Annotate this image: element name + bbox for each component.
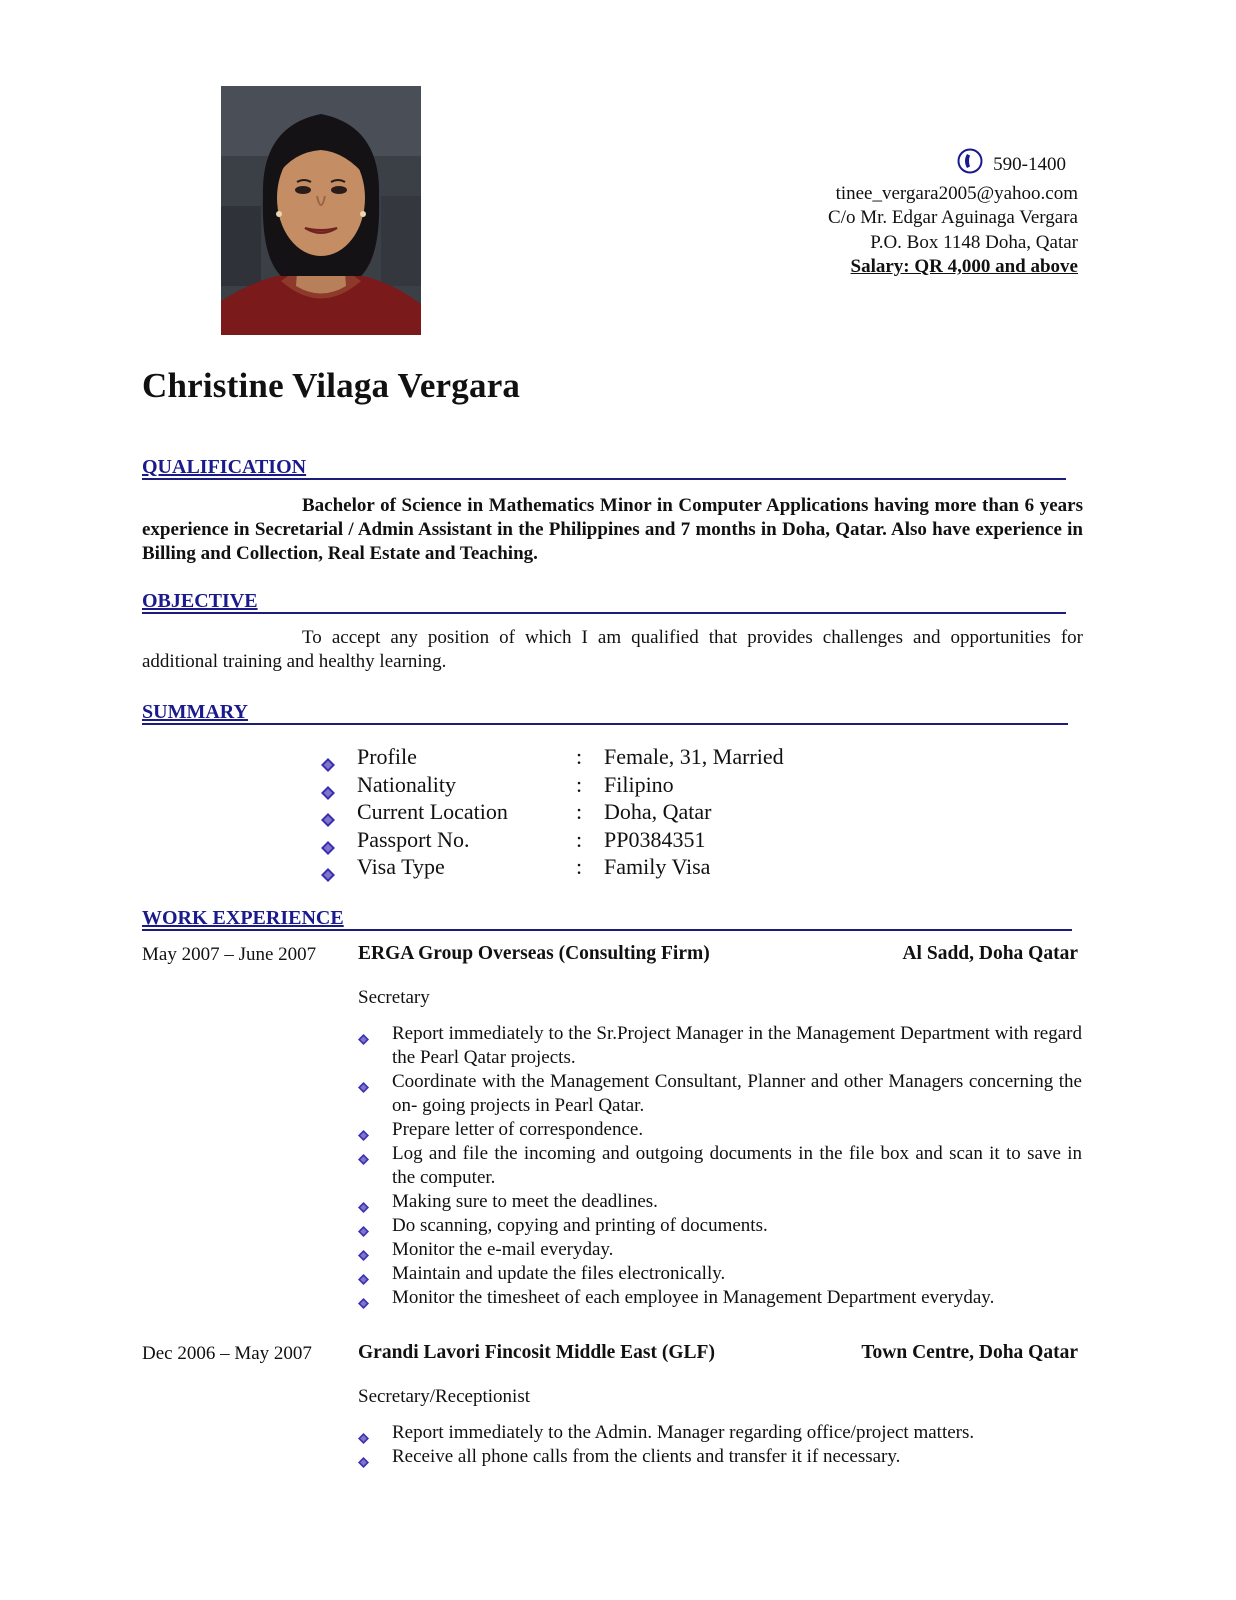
candidate-name: Christine Vilaga Vergara (142, 366, 521, 405)
objective-text: To accept any position of which I am qualified that provides challenges and opportunities for additional training and healthy learning. (142, 627, 1083, 672)
summary-label: Nationality (357, 771, 456, 797)
duty-item (358, 1286, 1082, 1310)
duty-item (358, 1445, 1082, 1469)
duty-text: Coordinate with the Management Consultant, Planner and other Managers concerning the on- going projects in Pearl Qatar. (392, 1071, 1082, 1116)
email-address: tinee_vergara2005@yahoo.com (835, 182, 1078, 204)
duty-text: Monitor the e-mail everyday. (392, 1239, 614, 1260)
summary-label: Visa Type (357, 854, 445, 879)
diamond-bullet-icon (321, 751, 335, 779)
duty-text: Log and file the incoming and outgoing documents in the file box and scan it to save in the computer. (392, 1143, 1082, 1188)
job-title: Secretary/Receptionist (358, 1386, 530, 1407)
duty-text: Making sure to meet the deadlines. (392, 1191, 658, 1212)
job-duties-list (358, 1022, 1082, 1310)
job-location: Town Centre, Doha Qatar (861, 1342, 1078, 1363)
job-location: Al Sadd, Doha Qatar (902, 943, 1078, 964)
summary-value: Family Visa (604, 854, 711, 879)
summary-value: Filipino (604, 771, 674, 797)
summary-label: Passport No. (357, 826, 470, 852)
section-heading-work-experience (142, 907, 1072, 931)
job-dates: May 2007 – June 2007 (142, 944, 317, 965)
summary-value: Female, 31, Married (604, 744, 784, 769)
duty-text: Monitor the timesheet of each employee in Management Department everyday. (392, 1287, 995, 1308)
section-heading-label: OBJECTIVE (142, 590, 258, 612)
job-title: Secretary (358, 987, 430, 1008)
duty-text: Maintain and update the files electronically. (392, 1263, 726, 1284)
summary-separator: : (576, 826, 583, 852)
phone-line (828, 148, 1066, 182)
section-heading-qualification (142, 456, 1066, 480)
diamond-bullet-icon (321, 806, 335, 834)
qualification-text: Bachelor of Science in Mathematics Minor in Computer Applications having more than 6 years experience in Secretarial / Admin Assistant in the Philippines and 7 months in Doha, Qatar. Also have experience in Billing and Collection, Real Estate and Teaching. (142, 495, 1083, 564)
diamond-bullet-icon (321, 861, 335, 889)
duty-item (358, 1142, 1082, 1190)
summary-value: PP0384351 (604, 826, 706, 852)
summary-separator: : (576, 799, 583, 824)
phone-number: 590-1400 (993, 154, 1066, 175)
diamond-bullet-icon (358, 1148, 369, 1172)
duty-item (358, 1238, 1082, 1262)
section-heading-label: WORK EXPERIENCE (142, 907, 344, 929)
postal-address: P.O. Box 1148 Doha, Qatar (870, 231, 1078, 253)
diamond-bullet-icon (358, 1076, 369, 1100)
duty-text: Report immediately to the Admin. Manager regarding office/project matters. (392, 1422, 975, 1443)
duty-item (358, 1070, 1082, 1118)
telephone-icon (957, 148, 983, 182)
duty-text: Do scanning, copying and printing of documents. (392, 1215, 768, 1236)
expected-salary: Salary: QR 4,000 and above (850, 256, 1078, 277)
diamond-bullet-icon (358, 1451, 369, 1475)
duty-text: Report immediately to the Sr.Project Manager in the Management Department with regard the Pearl Qatar projects. (392, 1023, 1082, 1068)
duty-item (358, 1190, 1082, 1214)
diamond-bullet-icon (321, 779, 335, 807)
profile-photo (221, 86, 421, 335)
duty-item (358, 1421, 1082, 1445)
objective-paragraph (142, 626, 1083, 674)
care-of-line: C/o Mr. Edgar Aguinaga Vergara (828, 207, 1078, 228)
duty-item (358, 1214, 1082, 1238)
contact-block (828, 148, 1078, 280)
summary-value: Doha, Qatar (604, 799, 712, 824)
summary-label: Current Location (357, 799, 508, 824)
job-duties-list (358, 1421, 1082, 1469)
job-dates: Dec 2006 – May 2007 (142, 1343, 312, 1364)
job-company: Grandi Lavori Fincosit Middle East (GLF) (358, 1342, 715, 1363)
job-company: ERGA Group Overseas (Consulting Firm) (358, 943, 710, 964)
qualification-paragraph (142, 494, 1083, 566)
diamond-bullet-icon (358, 1028, 369, 1052)
section-heading-objective (142, 590, 1066, 614)
section-heading-label: QUALIFICATION (142, 456, 307, 478)
section-heading-summary (142, 701, 1068, 725)
duty-text: Receive all phone calls from the clients and transfer it if necessary. (392, 1446, 901, 1467)
diamond-bullet-icon (321, 834, 335, 862)
duty-text: Prepare letter of correspondence. (392, 1119, 644, 1140)
duty-item (358, 1262, 1082, 1286)
duty-item (358, 1118, 1082, 1142)
diamond-bullet-icon (358, 1292, 369, 1316)
section-heading-label: SUMMARY (142, 701, 248, 723)
summary-separator: : (576, 771, 583, 797)
summary-separator: : (576, 744, 583, 769)
summary-separator: : (576, 854, 583, 879)
duty-item (358, 1022, 1082, 1070)
summary-label: Profile (357, 744, 417, 769)
